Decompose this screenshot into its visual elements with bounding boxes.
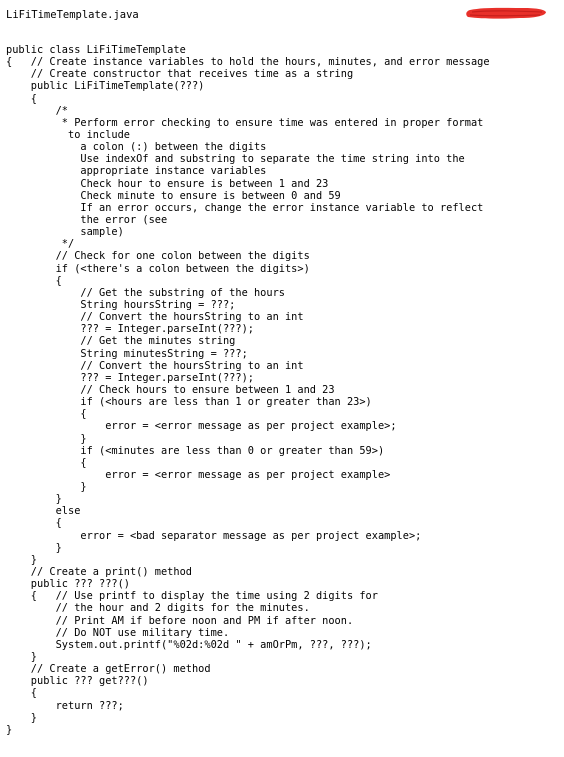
code-line: { [6, 456, 87, 469]
code-line: public LiFiTimeTemplate(???) [6, 80, 205, 93]
code-line: // Create constructor that receives time as a string [6, 68, 354, 81]
code-line: */ [6, 238, 75, 251]
code-line: // the hour and 2 digits for the minutes. [6, 602, 310, 615]
file-name: LiFiTimeTemplate.java [6, 9, 139, 21]
code-line: ??? = Integer.parseInt(???); [6, 371, 254, 384]
code-line: } [6, 553, 37, 566]
code-line: } [6, 481, 87, 494]
code-line: } [6, 432, 87, 445]
code-line: // Check for one colon between the digits [6, 250, 310, 263]
code-line: // Check hours to ensure between 1 and 23 [6, 383, 335, 396]
code-line: } [6, 723, 13, 736]
code-line: ??? = Integer.parseInt(???); [6, 323, 254, 336]
code-line: } [6, 541, 62, 554]
code-line: // Get the substring of the hours [6, 286, 285, 299]
code-line: // Do NOT use military time. [6, 626, 230, 639]
code-line: // Print AM if before noon and PM if after noon. [6, 614, 354, 627]
code-line: } [6, 651, 37, 664]
code-line: System.out.printf("%02d:%02d " + amOrPm, ???, ???); [6, 638, 372, 651]
code-line: * Perform error checking to ensure time was entered in proper format [6, 116, 484, 129]
code-line: error = <bad separator message as per project example>; [6, 529, 422, 542]
code-line: { [6, 92, 37, 105]
code-line: error = <error message as per project example>; [6, 420, 397, 433]
code-line: the error (see [6, 213, 168, 226]
code-line: // Create a print() method [6, 566, 192, 579]
code-line: Check minute to ensure is between 0 and 59 [6, 189, 341, 202]
code-line: // Create a getError() method [6, 663, 211, 676]
code-line: /* [6, 104, 68, 117]
code-line: appropriate instance variables [6, 165, 267, 178]
code-line: { // Use printf to display the time using 2 digits for [6, 590, 378, 603]
code-line: if (<hours are less than 1 or greater than 23>) [6, 396, 372, 409]
code-line: return ???; [6, 699, 124, 712]
code-line: to include [6, 128, 130, 141]
code-line: if (<there's a colon between the digits>) [6, 262, 310, 275]
code-line: // Get the minutes string [6, 335, 236, 348]
code-line: String hoursString = ???; [6, 298, 236, 311]
code-line: } [6, 493, 62, 506]
code-line: else [6, 505, 81, 518]
code-line: // Convert the hoursString to an int [6, 359, 304, 372]
code-line: // Convert the hoursString to an int [6, 311, 304, 324]
code-line: Use indexOf and substring to separate the time string into the [6, 153, 465, 166]
code-line: If an error occurs, change the error instance variable to reflect [6, 201, 484, 214]
code-line: sample) [6, 226, 124, 239]
code-line: { [6, 274, 62, 287]
code-listing [6, 44, 490, 736]
code-line: Check hour to ensure is between 1 and 23 [6, 177, 329, 190]
code-line: String minutesString = ???; [6, 347, 248, 360]
code-line: { [6, 687, 37, 700]
code-line: { // Create instance variables to hold the hours, minutes, and error message [6, 56, 490, 69]
code-line: public class LiFiTimeTemplate [6, 44, 186, 56]
code-line: public ??? get???() [6, 675, 149, 688]
code-line: error = <error message as per project example> [6, 468, 391, 481]
code-line: { [6, 408, 87, 421]
code-line: public ??? ???() [6, 578, 130, 591]
redaction-scribble [464, 6, 548, 20]
code-line: } [6, 711, 37, 724]
code-line: { [6, 517, 62, 530]
code-line: a colon (:) between the digits [6, 141, 267, 154]
code-line: if (<minutes are less than 0 or greater than 59>) [6, 444, 385, 457]
redaction-mark [466, 8, 546, 19]
